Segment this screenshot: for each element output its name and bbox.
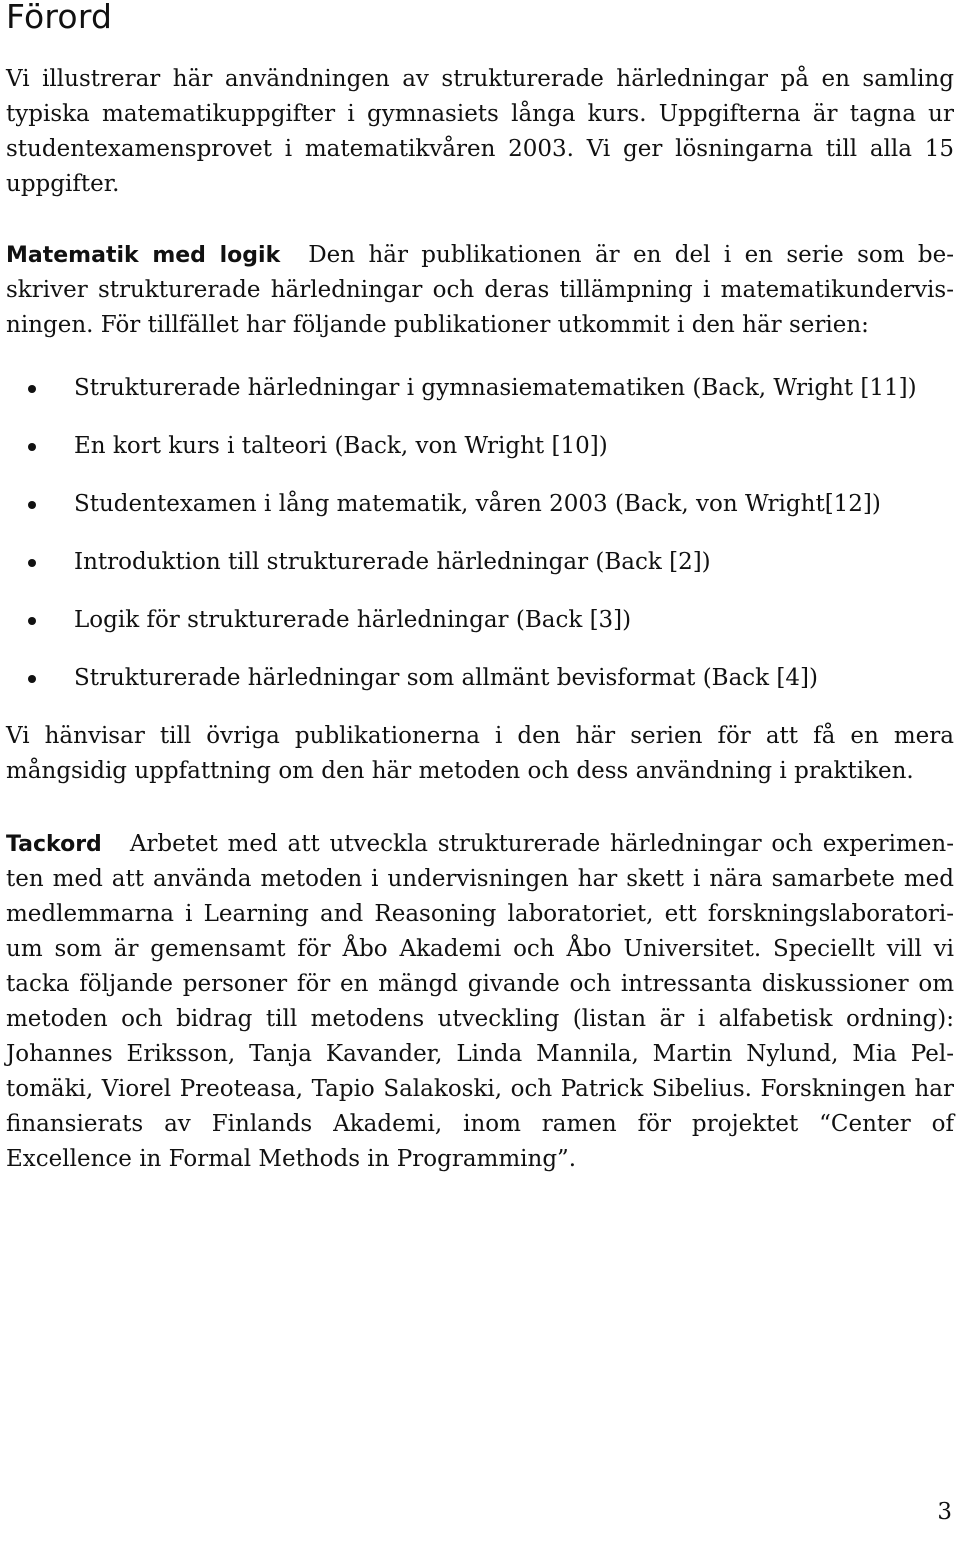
bullet-icon [28, 443, 36, 451]
list-item-text: En kort kurs i talteori (Back, von Wright [10]) [74, 433, 608, 459]
list-item-text: Logik för strukturerade härledningar (Back [3]) [74, 607, 632, 633]
list-item [6, 487, 954, 522]
page-title: Förord [6, 0, 113, 36]
list-item [6, 371, 954, 406]
list-item [6, 429, 954, 464]
series-heading: Matematik med logik [6, 243, 281, 268]
bullet-icon [28, 385, 36, 393]
publication-list [6, 371, 954, 696]
bullet-icon [28, 501, 36, 509]
list-item-text: Studentexamen i lång matematik, våren 2003 (Back, von Wright[12]) [74, 491, 881, 517]
bullet-icon [28, 675, 36, 683]
page-number: 3 [937, 1499, 952, 1525]
thanks-paragraph [6, 827, 954, 1177]
document-page [6, 0, 954, 1177]
list-item-text: Strukturerade härledningar i gymnasiematematiken (Back, Wright [11]) [74, 375, 917, 401]
list-item-text: Introduktion till strukturerade härledningar (Back [2]) [74, 549, 711, 575]
list-item [6, 661, 954, 696]
thanks-heading: Tackord [6, 832, 102, 857]
series-text: Den här publikationen är en del i en serie som beskriver strukturerade härledningar och deras tillämpning i matematikundervisningen. För tillfället har följande publikationer utkommit i den här serien: [6, 242, 955, 338]
list-item [6, 603, 954, 638]
intro-paragraph: Vi illustrerar här användningen av strukturerade härledningar på en samling typiska matematikuppgifter i gymnasiets långa kurs. Uppgifterna är tagna ur studentexamensprovet i matematikvåren 2003. Vi ger lösningarna till alla 15 uppgifter. [6, 66, 954, 197]
bullet-icon [28, 559, 36, 567]
after-list-paragraph: Vi hänvisar till övriga publikationerna i den här serien för att få en mera mångsidig uppfattning om den här metoden och dess användning i praktiken. [6, 723, 954, 784]
thanks-text: Arbetet med att utveckla strukturerade härledningar och experimenten med att använda metoden i undervisningen har skett i nära samarbete med medlemmarna i Learning and Reasoning laboratoriet, ett forskningslaboratorium som är gemensamt för Åbo Akademi och Åbo Universitet. Speciellt vill vi tacka följande personer för en mängd givande och intressanta diskussioner om metoden och bidrag till metodens utveckling (listan är i alfabetisk ordning): Johannes Eriksson, Tanja Kavander, Linda Mannila, Martin Nylund, Mia Peltomäki, Viorel Preoteasa, Tapio Salakoski, och Patrick Sibelius. Forskningen har finansierats av Finlands Akademi, inom ramen för projektet “Center of Excellence in Formal Methods in Programming”. [6, 831, 954, 1172]
list-item [6, 545, 954, 580]
bullet-icon [28, 617, 36, 625]
list-item-text: Strukturerade härledningar som allmänt bevisformat (Back [4]) [74, 665, 818, 691]
series-paragraph [6, 238, 954, 343]
